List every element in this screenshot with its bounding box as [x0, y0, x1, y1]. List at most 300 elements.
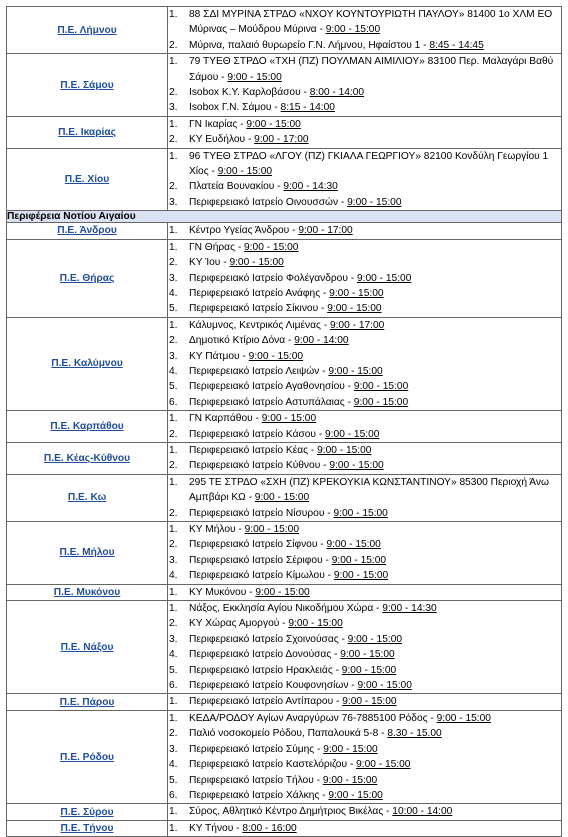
- location-item: [168, 711, 561, 726]
- item-number: 2.: [169, 335, 178, 347]
- location-text: [189, 411, 561, 426]
- location-item: [168, 38, 561, 53]
- opening-hours: 9:00 - 15:00: [353, 396, 409, 408]
- opening-hours: 9:00 - 15:00: [248, 350, 304, 362]
- location-name: 96 ΤΥΕΘ ΣΤΡΔΟ «ΛΓΟΥ (ΠΖ) ΓΚΙΑΛΑ ΓΕΩΡΓΙΟΥ» 82100 Κονδύλη Γεωργίου 1 Χίος -: [189, 150, 549, 178]
- location-item: [168, 7, 561, 38]
- location-name: Περιφερειακό Ιατρείο Αγαθονησίου -: [189, 381, 354, 393]
- opening-hours: 9:00 - 15:00: [329, 287, 384, 299]
- opening-hours: 9:00 - 15:00: [356, 759, 411, 771]
- item-number: 4.: [169, 649, 178, 661]
- item-number: 1.: [169, 319, 178, 331]
- location-item: [168, 647, 561, 662]
- location-name: ΚΥ Ευδήλου -: [189, 134, 255, 146]
- pe-name-cell: [7, 474, 168, 521]
- locations-cell: [168, 820, 562, 836]
- pe-row: [7, 710, 562, 803]
- opening-hours: 9:00 - 15:00: [288, 618, 343, 630]
- pe-link[interactable]: Π.Ε. Άνδρου: [57, 225, 117, 237]
- location-name: Κάλυμνος, Κεντρικός Λιμένας -: [189, 319, 330, 331]
- location-name: Περιφερειακό Ιατρείο Δονούσας -: [189, 649, 341, 661]
- location-item: [168, 443, 561, 458]
- pe-row: [7, 148, 562, 211]
- item-number: 4.: [169, 759, 178, 771]
- item-number: 6.: [169, 789, 178, 801]
- locations-cell: [168, 694, 562, 710]
- location-item: [168, 395, 561, 410]
- opening-hours: 9:00 - 15:00: [436, 712, 491, 724]
- pe-name-cell: [7, 442, 168, 474]
- location-item: [168, 132, 561, 147]
- item-number: 2.: [169, 87, 178, 99]
- location-item: [168, 553, 561, 568]
- location-text: [189, 179, 561, 194]
- opening-hours: 9:00 - 15:00: [328, 365, 383, 377]
- pe-link[interactable]: Π.Ε. Σάμου: [60, 79, 114, 91]
- pe-name-cell: [7, 710, 168, 803]
- location-item: [168, 773, 561, 788]
- location-name: ΚΕΔΑ/ΡΟΔΟΥ Αγίων Αναργύρων 76-7885100 Ρόδος -: [189, 712, 437, 724]
- item-number: 2.: [169, 181, 178, 193]
- location-text: [189, 506, 561, 521]
- location-name: ΚΥ Μήλου -: [189, 524, 245, 535]
- pe-name-cell: [7, 239, 168, 317]
- location-text: [189, 522, 561, 537]
- location-name: ΓΝ Καρπάθου -: [189, 413, 262, 425]
- opening-hours: 9:00 - 15:00: [255, 586, 310, 598]
- pe-row: [7, 411, 562, 443]
- location-text: [189, 195, 561, 210]
- item-number: 3.: [169, 350, 178, 362]
- opening-hours: 9:00 - 14:00: [294, 335, 349, 347]
- location-item: [168, 286, 561, 301]
- location-text: [189, 100, 561, 115]
- opening-hours: 9:00 - 15:00: [347, 633, 403, 645]
- item-number: 1.: [169, 696, 178, 708]
- location-item: [168, 663, 561, 678]
- item-number: 2.: [169, 507, 178, 519]
- location-item: [168, 349, 561, 364]
- pe-row: [7, 317, 562, 410]
- location-text: [189, 395, 561, 410]
- pe-name-cell: [7, 584, 168, 600]
- location-name: Δημοτικό Κτίριο Δόνα -: [189, 335, 295, 347]
- location-name: Περιφερειακό Ιατρείο Σχοινούσας -: [189, 633, 348, 645]
- item-number: 5.: [169, 774, 178, 786]
- location-item: [168, 179, 561, 194]
- locations-cell: [168, 710, 562, 803]
- item-number: 1.: [169, 586, 178, 598]
- opening-hours: 9:00 - 14:30: [283, 181, 338, 193]
- location-name: ΚΥ Ίου -: [189, 257, 230, 269]
- pe-row: [7, 442, 562, 474]
- item-number: 1.: [169, 225, 178, 237]
- location-item: [168, 301, 561, 316]
- location-name: Περιφερειακό Ιατρείο Κάσου -: [189, 428, 326, 440]
- pe-link[interactable]: Π.Ε. Καρπάθου: [50, 421, 124, 433]
- location-text: [189, 85, 561, 100]
- opening-hours: 9:00 - 15:00: [254, 492, 310, 504]
- opening-hours: 9:00 - 15:00: [326, 539, 381, 551]
- location-item: [168, 601, 561, 616]
- location-item: [168, 427, 561, 442]
- location-item: [168, 364, 561, 379]
- location-name: Περιφερειακό Ιατρείο Χάλκης -: [189, 789, 329, 801]
- location-name: Νάξος, Εκκλησία Αγίου Νικοδήμου Χώρα -: [189, 603, 383, 615]
- opening-hours: 9:00 - 15:00: [347, 196, 402, 208]
- pe-row: [7, 522, 562, 585]
- opening-hours: 9:00 - 15:00: [328, 789, 383, 801]
- location-text: [189, 726, 561, 741]
- locations-cell: [168, 116, 562, 148]
- location-name: Περιφερειακό Ιατρείο Κέας -: [189, 444, 318, 456]
- item-number: 1.: [169, 806, 178, 818]
- location-text: [189, 132, 561, 147]
- location-item: [168, 742, 561, 757]
- location-name: Περιφερειακό Ιατρείο Κουφονησίων -: [189, 680, 358, 692]
- item-number: 3.: [169, 633, 178, 645]
- locations-cell: [168, 522, 562, 585]
- locations-cell: [168, 239, 562, 317]
- location-text: [189, 537, 561, 552]
- pe-row: [7, 584, 562, 600]
- item-number: 3.: [169, 102, 178, 114]
- pe-link[interactable]: Π.Ε. Ρόδου: [60, 751, 114, 763]
- opening-hours: 9:00 - 15:00: [329, 460, 384, 472]
- location-text: [189, 601, 561, 616]
- opening-hours: 9:00 - 15:00: [244, 241, 299, 253]
- location-item: [168, 522, 561, 537]
- location-name: Περιφερειακό Ιατρείο Τήλου -: [189, 774, 323, 786]
- location-name: Κέντρο Υγείας Άνδρου -: [189, 225, 299, 237]
- location-text: [189, 788, 561, 803]
- location-text: [189, 38, 561, 53]
- location-name: Περιφερειακό Ιατρείο Ανάφης -: [189, 287, 330, 299]
- item-number: 1.: [169, 150, 178, 162]
- locations-cell: [168, 148, 562, 211]
- location-item: [168, 255, 561, 270]
- pe-link[interactable]: Π.Ε. Τήνου: [60, 822, 114, 834]
- location-item: [168, 537, 561, 552]
- location-text: [189, 585, 561, 600]
- opening-hours: 9:00 - 15:00: [357, 680, 412, 692]
- pe-row: [7, 804, 562, 820]
- pe-row: [7, 694, 562, 710]
- item-number: 1.: [169, 603, 178, 615]
- location-text: [189, 568, 561, 583]
- pe-link[interactable]: Π.Ε. Σύρου: [60, 806, 114, 818]
- item-number: 2.: [169, 134, 178, 146]
- pe-name-cell: [7, 223, 168, 239]
- pe-name-cell: [7, 116, 168, 148]
- locations-cell: [168, 7, 562, 54]
- location-item: [168, 411, 561, 426]
- item-number: 3.: [169, 554, 178, 566]
- location-item: [168, 694, 561, 709]
- item-number: 3.: [169, 196, 178, 208]
- pe-row: [7, 601, 562, 694]
- location-item: [168, 804, 561, 819]
- location-text: [189, 804, 561, 819]
- pe-name-cell: [7, 148, 168, 211]
- opening-hours: 9:00 - 15:00: [227, 71, 282, 83]
- location-name: Περιφερειακό Ιατρείο Λειψών -: [189, 365, 329, 377]
- pe-name-cell: [7, 601, 168, 694]
- pe-link[interactable]: Π.Ε. Μήλου: [59, 547, 115, 559]
- pe-row: [7, 54, 562, 117]
- location-item: [168, 458, 561, 473]
- pe-link[interactable]: Π.Ε. Καλύμνου: [51, 358, 123, 370]
- location-name: 295 ΤΕ ΣΤΡΔΟ «ΣΧΗ (ΠΖ) ΚΡΕΚΟΥΚΙΑ ΚΩΝΣΤΑΝΤΙΝΟΥ» 85300 Περιοχή Άνω Αμπβάρι ΚΩ -: [189, 476, 549, 504]
- locations-cell: [168, 317, 562, 410]
- location-name: Περιφερειακό Ιατρείο Κύθνου -: [189, 460, 330, 472]
- location-name: Περιφερειακό Ιατρείο Ηρακλειάς -: [189, 664, 342, 676]
- region-row: [7, 211, 562, 223]
- location-item: [168, 333, 561, 348]
- item-number: 1.: [169, 413, 178, 425]
- location-item: [168, 506, 561, 521]
- item-number: 2.: [169, 728, 178, 740]
- location-item: [168, 379, 561, 394]
- location-name: Περιφερειακό Ιατρείο Σίκινου -: [189, 303, 328, 315]
- location-item: [168, 240, 561, 255]
- locations-cell: [168, 411, 562, 443]
- opening-hours: 9:00 - 15:00: [244, 524, 299, 535]
- pe-row: [7, 474, 562, 521]
- pe-link[interactable]: Π.Ε. Πάρου: [59, 696, 115, 708]
- locations-cell: [168, 804, 562, 820]
- item-number: 1.: [169, 444, 178, 456]
- locations-cell: [168, 584, 562, 600]
- location-text: [189, 821, 561, 836]
- vaccination-points-table: [6, 6, 562, 837]
- pe-row: [7, 820, 562, 836]
- opening-hours: 9:00 - 14:30: [382, 603, 437, 615]
- location-name: ΚΥ Πάτμου -: [189, 350, 249, 362]
- pe-name-cell: [7, 411, 168, 443]
- location-text: [189, 7, 561, 38]
- location-item: [168, 585, 561, 600]
- location-name: Περιφερειακό Ιατρείο Σίφνου -: [189, 539, 327, 551]
- opening-hours: 9:00 - 17:00: [254, 134, 309, 146]
- location-name: ΚΥ Χώρας Αμοργού -: [189, 618, 289, 630]
- location-name: Μύρινα, παλαιό θυρωρείο Γ.Ν. Λήμνου, Ηφαίστου 1 -: [189, 39, 430, 51]
- pe-name-cell: [7, 54, 168, 117]
- location-item: [168, 616, 561, 631]
- opening-hours: 9:00 - 15:00: [340, 649, 395, 661]
- opening-hours: 9:00 - 15:00: [261, 413, 317, 425]
- opening-hours: 9:00 - 15:00: [333, 507, 388, 519]
- location-name: Περιφερειακό Ιατρείο Σύμης -: [189, 743, 324, 755]
- locations-cell: [168, 601, 562, 694]
- item-number: 5.: [169, 303, 178, 315]
- location-name: ΓΝ Ικαρίας -: [189, 118, 247, 130]
- pe-link[interactable]: Π.Ε. Νάξου: [60, 641, 114, 653]
- locations-cell: [168, 223, 562, 239]
- location-item: [168, 821, 561, 836]
- location-item: [168, 475, 561, 506]
- opening-hours: 9:00 - 17:00: [329, 319, 385, 331]
- opening-hours: 8:00 - 14:00: [309, 87, 365, 99]
- locations-cell: [168, 54, 562, 117]
- item-number: 1.: [169, 56, 178, 68]
- location-name: Περιφερειακό Ιατρείο Οινουσσών -: [189, 196, 348, 208]
- pe-row: [7, 116, 562, 148]
- opening-hours: 9:00 - 15:00: [327, 303, 382, 315]
- pe-link[interactable]: Π.Ε. Κω: [67, 492, 107, 504]
- location-name: Περιφερειακό Ιατρείο Αντίπαρου -: [189, 696, 343, 708]
- pe-link[interactable]: Π.Ε. Μυκόνου: [53, 586, 121, 598]
- location-item: [168, 54, 561, 85]
- location-item: [168, 223, 561, 238]
- location-name: Isobox Κ.Υ. Καρλοβάσου -: [189, 87, 310, 99]
- pe-link[interactable]: Π.Ε. Χίου: [64, 173, 110, 185]
- region-title: Περιφέρεια Νοτίου Αιγαίου: [7, 211, 562, 223]
- location-name: ΓΝ Θήρας -: [189, 241, 245, 253]
- pe-link[interactable]: Π.Ε. Λήμνου: [57, 24, 117, 36]
- pe-row: [7, 7, 562, 54]
- location-name: ΚΥ Μυκόνου -: [189, 586, 256, 598]
- location-text: [189, 616, 561, 631]
- location-text: [189, 318, 561, 333]
- item-number: 1.: [169, 524, 178, 535]
- opening-hours: 8:00 - 16:00: [242, 822, 297, 834]
- item-number: 2.: [169, 257, 178, 269]
- location-text: [189, 757, 561, 772]
- item-number: 2.: [169, 539, 178, 551]
- location-name: 88 ΣΔΙ ΜΥΡΙΝΑ ΣΤΡΔΟ «ΝΧΟΥ ΚΟΥΝΤΟΥΡΙΩΤΗ ΠΑΥΛΟΥ» 81400 1ο ΧΛΜ ΕΟ Μύρινας – Μούδρου Μύρινα -: [189, 9, 553, 36]
- opening-hours: 9:00 - 15:00: [217, 166, 273, 178]
- item-number: 2.: [169, 39, 178, 51]
- item-number: 4.: [169, 287, 178, 299]
- location-item: [168, 726, 561, 741]
- pe-link[interactable]: Π.Ε. Ικαρίας: [58, 126, 116, 138]
- location-name: Περιφερειακό Ιατρείο Νίσυρου -: [189, 507, 334, 519]
- item-number: 1.: [169, 9, 178, 20]
- location-name: Isobox Γ.Ν. Σάμου -: [189, 102, 281, 114]
- location-item: [168, 117, 561, 132]
- item-number: 6.: [169, 680, 178, 692]
- pe-row: [7, 239, 562, 317]
- pe-name-cell: [7, 820, 168, 836]
- location-item: [168, 678, 561, 693]
- location-name: Περιφερειακό Ιατρείο Κίμωλου -: [189, 570, 334, 582]
- location-name: ΚΥ Τήνου -: [189, 822, 243, 834]
- item-number: 2.: [169, 618, 178, 630]
- opening-hours: 9:00 - 15:00: [229, 257, 284, 269]
- locations-cell: [168, 474, 562, 521]
- location-text: [189, 364, 561, 379]
- opening-hours: 9:00 - 15:00: [341, 664, 397, 676]
- item-number: 1.: [169, 476, 178, 488]
- location-text: [189, 255, 561, 270]
- item-number: 1.: [169, 822, 178, 834]
- pe-name-cell: [7, 317, 168, 410]
- opening-hours: 10:00 - 14:00: [392, 806, 453, 818]
- pe-link[interactable]: Π.Ε. Κέας-Κύθνου: [43, 452, 131, 464]
- location-text: [189, 632, 561, 647]
- location-name: Περιφερειακό Ιατρείο Φολέγανδρου -: [189, 272, 357, 284]
- location-name: Πλατεία Βουνακίου -: [189, 181, 284, 193]
- location-text: [189, 117, 561, 132]
- opening-hours: 9:00 - 15:00: [331, 554, 387, 566]
- opening-hours: 8:45 - 14:45: [429, 39, 484, 51]
- location-name: Περιφερειακό Ιατρείο Σέριφου -: [189, 554, 332, 566]
- item-number: 5.: [169, 664, 178, 676]
- item-number: 4.: [169, 365, 178, 377]
- location-item: [168, 568, 561, 583]
- opening-hours: 9:00 - 15:00: [333, 570, 389, 582]
- location-text: [189, 301, 561, 316]
- opening-hours: 9:00 - 15:00: [325, 428, 380, 440]
- location-text: [189, 678, 561, 693]
- location-text: [189, 711, 561, 726]
- location-text: [189, 475, 561, 506]
- location-item: [168, 100, 561, 115]
- item-number: 1.: [169, 118, 178, 130]
- locations-cell: [168, 442, 562, 474]
- location-item: [168, 318, 561, 333]
- location-name: Σύρος, Αθλητικό Κέντρο Δημήτριος Βικέλας -: [189, 806, 393, 818]
- pe-link[interactable]: Π.Ε. Θήρας: [59, 272, 115, 284]
- location-item: [168, 195, 561, 210]
- location-text: [189, 271, 561, 286]
- location-text: [189, 443, 561, 458]
- location-text: [189, 427, 561, 442]
- item-number: 3.: [169, 272, 178, 284]
- location-text: [189, 773, 561, 788]
- location-text: [189, 349, 561, 364]
- opening-hours: 8:15 - 14:00: [280, 102, 335, 114]
- item-number: 2.: [169, 460, 178, 472]
- location-name: Παλιό νοσοκομείο Ρόδου, Παπαλουκά 5-8 -: [189, 728, 388, 740]
- item-number: 6.: [169, 396, 178, 408]
- pe-name-cell: [7, 804, 168, 820]
- item-number: 2.: [169, 428, 178, 440]
- opening-hours: 9:00 - 15:00: [323, 743, 378, 755]
- opening-hours: 9:00 - 15:00: [356, 272, 412, 284]
- location-text: [189, 286, 561, 301]
- opening-hours: 9:00 - 15:00: [342, 696, 397, 708]
- location-text: [189, 742, 561, 757]
- item-number: 4.: [169, 570, 178, 582]
- opening-hours: 8.30 - 15.00: [387, 728, 442, 740]
- location-text: [189, 333, 561, 348]
- location-text: [189, 54, 561, 85]
- item-number: 1.: [169, 241, 178, 253]
- location-item: [168, 788, 561, 803]
- location-name: Περιφερειακό Ιατρείο Καστελόριζου -: [189, 759, 357, 771]
- pe-name-cell: [7, 7, 168, 54]
- location-name: 79 ΤΥΕΘ ΣΤΡΔΟ «ΤΧΗ (ΠΖ) ΠΟΥΛΜΑΝ ΑΙΜΙΛΙΟΥ» 83100 Περ. Μαλαγάρι Βαθύ Σάμου -: [189, 56, 554, 83]
- opening-hours: 9:00 - 15:00: [353, 381, 409, 393]
- location-text: [189, 223, 561, 238]
- pe-row: [7, 223, 562, 239]
- location-text: [189, 149, 561, 180]
- opening-hours: 9:00 - 17:00: [298, 225, 353, 237]
- opening-hours: 9:00 - 15:00: [317, 444, 372, 456]
- location-text: [189, 663, 561, 678]
- opening-hours: 9:00 - 15:00: [325, 24, 381, 36]
- location-text: [189, 647, 561, 662]
- location-item: [168, 149, 561, 180]
- opening-hours: 9:00 - 15:00: [246, 118, 301, 130]
- location-text: [189, 458, 561, 473]
- location-text: [189, 240, 561, 255]
- item-number: 1.: [169, 712, 178, 724]
- location-item: [168, 632, 561, 647]
- location-item: [168, 757, 561, 772]
